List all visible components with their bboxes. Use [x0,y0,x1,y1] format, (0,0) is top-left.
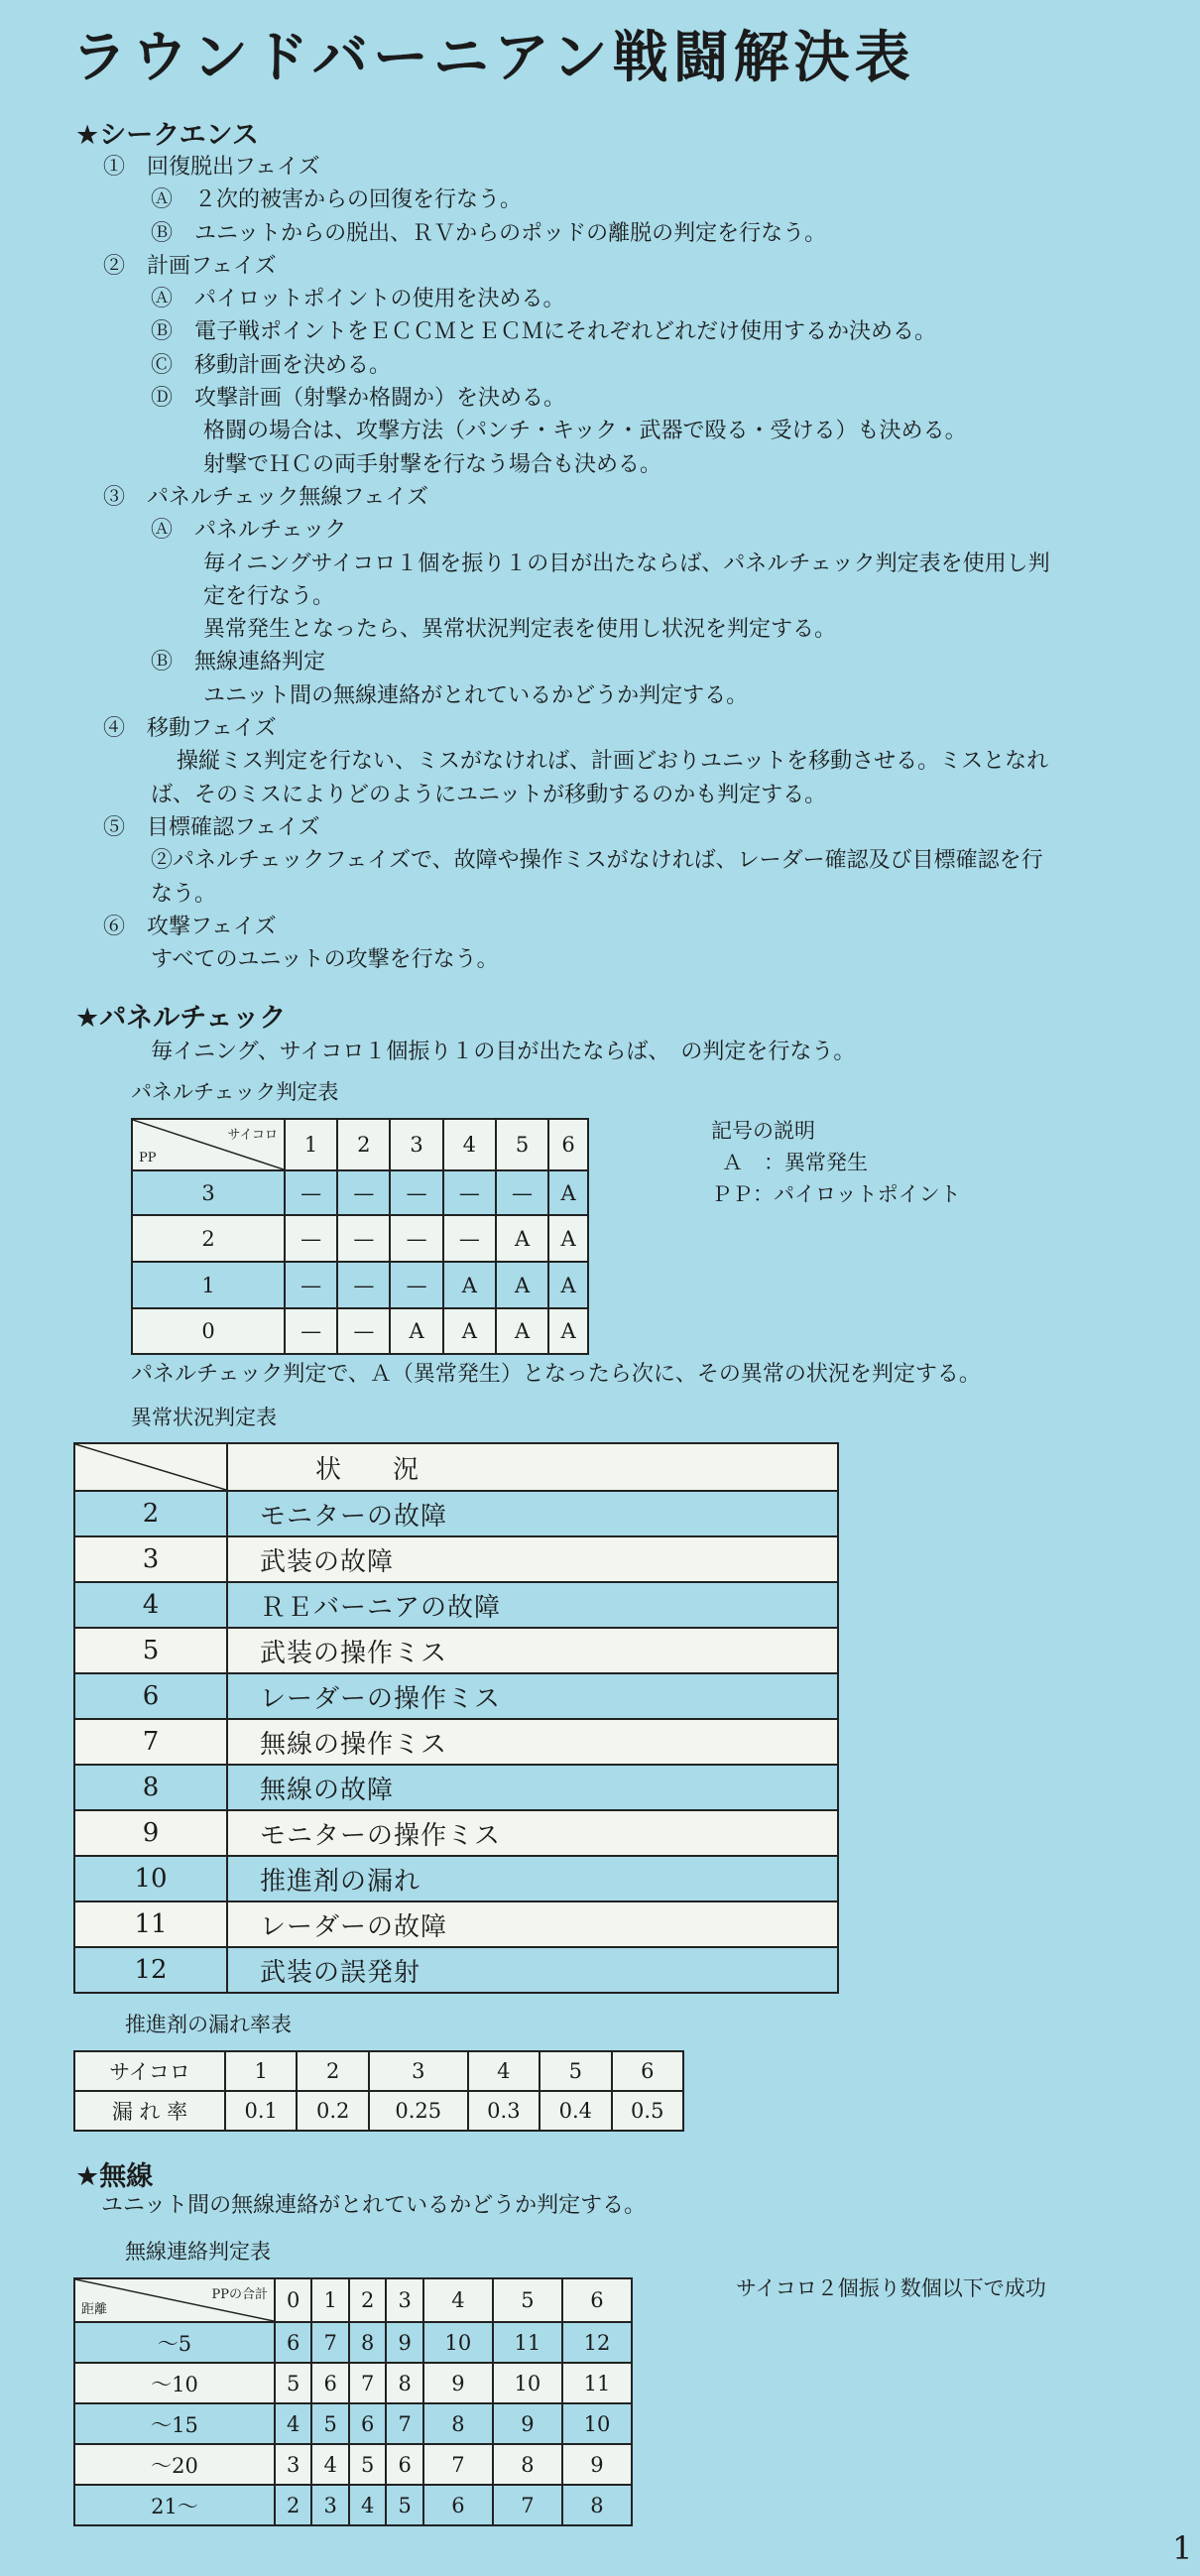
table-cell: A [548,1308,588,1354]
list-item: ⑥ 攻撃フェイズ [103,914,277,939]
row-header: ～15 [74,2403,275,2444]
section-heading-panel-check: ★パネルチェック [75,1003,287,1034]
table-cell: 2 [297,2051,368,2091]
table-cell: 12 [562,2322,632,2363]
table-cell: 武装の誤発射 [227,1947,838,1993]
column-header: 6 [548,1119,588,1170]
list-item: Ⓑ 電子戦ポイントをＥＣＣＭとＥＣＭにそれぞれどれだけ使用するか決める。 [151,319,937,345]
table-cell: 9 [386,2322,422,2363]
page-number: 1 [1172,2529,1193,2567]
table-cell: 推進剤の漏れ [227,1856,838,1901]
row-header: 21～ [74,2485,275,2525]
table-cell: 6 [349,2403,386,2444]
column-header: 2 [337,1119,390,1170]
table-corner [132,1119,285,1170]
table-cell: 6 [423,2485,493,2525]
column-header: 0 [275,2278,311,2322]
table-cell: 7 [311,2322,348,2363]
list-item: 操縦ミス判定を行ない、ミスがなければ、計画どおりユニットを移動させる。ミスとなれ [177,749,1049,775]
list-item: Ⓑ ユニットからの脱出、ＲＶからのポッドの離脱の判定を行なう。 [151,220,827,246]
leak-rate-table [73,2050,684,2132]
table-cell: 10 [493,2363,562,2403]
column-header: 4 [423,2278,493,2322]
table-row [74,2485,632,2525]
legend-item-pp: ＰＰ：パイロットポイント [711,1182,961,1206]
radio-table-title: 無線連絡判定表 [125,2240,271,2264]
list-item: Ⓒ 移動計画を決める。 [151,352,392,378]
radio-contact-table [73,2277,633,2526]
table-cell: 9 [423,2363,493,2403]
table-cell: 6 [612,2051,683,2091]
table-cell: A [548,1170,588,1215]
list-item: Ⓑ 無線連絡判定 [151,650,326,675]
table-cell: 8 [493,2444,562,2485]
table-cell: 10 [74,1856,227,1901]
table-row [74,1628,838,1673]
legend [711,1115,961,1210]
table-cell: 3 [369,2051,468,2091]
list-item: Ⓓ 攻撃計画（射撃か格闘か）を決める。 [151,386,566,412]
row-header: サイコロ [74,2051,225,2091]
radio-note: サイコロ２個振り数個以下で成功 [736,2276,1046,2300]
panel-table-title: パネルチェック判定表 [131,1080,339,1104]
table-cell: 9 [74,1810,227,1856]
page-title: ラウンドバーニアン戦闘解決表 [71,26,915,90]
row-header: ～10 [74,2363,275,2403]
table-cell: 5 [540,2051,611,2091]
list-item: ② 計画フェイズ [103,253,277,279]
table-row [74,1582,838,1628]
list-item: ②パネルチェックフェイズで、故障や操作ミスがなければ、レーダー確認及び目標確認を行 [151,848,1043,874]
table-cell: 7 [74,1719,227,1765]
table-cell: 10 [562,2403,632,2444]
table-cell: レーダーの故障 [227,1901,838,1947]
list-item: 格闘の場合は、攻撃方法（パンチ・キック・武器で殴る・受ける）も決める。 [203,419,967,444]
table-cell: A [390,1308,442,1354]
table-cell: 9 [493,2403,562,2444]
column-header: 4 [443,1119,496,1170]
column-header: 1 [311,2278,348,2322]
table-cell: 7 [386,2403,422,2444]
table-cell: 無線の操作ミス [227,1719,838,1765]
panel-after-text: パネルチェック判定で、Ａ（異常発生）となったら次に、その異常の状況を判定する。 [131,1362,981,1387]
table-cell: 3 [275,2444,311,2485]
table-cell: — [390,1262,442,1308]
legend-item-a: Ａ ：異常発生 [722,1151,868,1174]
row-header: 漏 れ 率 [74,2091,225,2131]
table-row [132,1215,588,1262]
corner-top-label: PPの合計 [211,2287,268,2302]
table-cell: 6 [275,2322,311,2363]
table-cell: — [337,1170,390,1215]
radio-intro: ユニット間の無線連絡がとれているかどうか判定する。 [101,2193,647,2218]
table-cell: 12 [74,1947,227,1993]
row-header: ～20 [74,2444,275,2485]
table-cell: 0.5 [612,2091,683,2131]
column-header: 5 [496,1119,548,1170]
table-cell: 0.2 [297,2091,368,2131]
table-cell: 6 [386,2444,422,2485]
table-row [132,1308,588,1354]
table-cell: 0.3 [468,2091,540,2131]
table-cell: 9 [562,2444,632,2485]
table-cell: 4 [349,2485,386,2525]
table-cell: 無線の故障 [227,1765,838,1810]
table-cell: — [285,1215,337,1262]
list-item: 毎イニングサイコロ１個を振り１の目が出たならば、パネルチェック判定表を使用し判 [203,551,1050,576]
table-row [74,2403,632,2444]
leak-table-title: 推進剤の漏れ率表 [125,2013,292,2036]
table-cell: A [496,1308,548,1354]
table-cell: 7 [349,2363,386,2403]
table-row [74,2091,683,2131]
row-header: ～5 [74,2322,275,2363]
table-cell: — [390,1215,442,1262]
table-cell: 8 [349,2322,386,2363]
table-cell: 7 [493,2485,562,2525]
table-corner [74,2278,275,2322]
table-cell: レーダーの操作ミス [227,1673,838,1719]
table-cell: 7 [423,2444,493,2485]
table-cell: 4 [275,2403,311,2444]
list-item: ④ 移動フェイズ [103,716,277,742]
list-item: Ⓐ パイロットポイントの使用を決める。 [151,287,565,312]
table-cell: — [285,1308,337,1354]
table-cell: 11 [562,2363,632,2403]
table-row [74,2322,632,2363]
table-cell: A [496,1262,548,1308]
list-item: 射撃でＨＣの両手射撃を行なう場合も決める。 [203,451,662,477]
table-corner [74,1443,227,1491]
table-cell: 8 [386,2363,422,2403]
table-cell: 10 [423,2322,493,2363]
table-row [74,2444,632,2485]
table-cell: — [337,1308,390,1354]
section-heading-radio: ★無線 [75,2161,154,2192]
corner-top-label: サイコロ [227,1128,278,1143]
list-item: ③ パネルチェック無線フェイズ [103,484,429,510]
list-item: すべてのユニットの攻撃を行なう。 [151,947,499,973]
sequence-list [0,151,1200,976]
legend-title: 記号の説明 [711,1119,815,1143]
column-header: 2 [349,2278,386,2322]
table-cell: 6 [74,1673,227,1719]
list-item: ⑤ 目標確認フェイズ [103,814,320,840]
table-cell: — [390,1170,442,1215]
table-cell: 4 [311,2444,348,2485]
table-cell: 6 [311,2363,348,2403]
table-cell: 3 [74,1536,227,1582]
table-row [74,2363,632,2403]
table-cell: — [496,1170,548,1215]
table-row [74,1810,838,1856]
list-item: Ⓐ ２次的被害からの回復を行なう。 [151,187,523,213]
column-header: 3 [386,2278,422,2322]
table-row [74,1901,838,1947]
table-cell: 0.25 [369,2091,468,2131]
row-header: 1 [132,1262,285,1308]
table-cell: — [337,1262,390,1308]
list-item: 異常発生となったら、異常状況判定表を使用し状況を判定する。 [203,617,837,643]
table-row [132,1170,588,1215]
list-item: なう。 [151,881,217,907]
table-row [132,1262,588,1308]
row-header: 0 [132,1308,285,1354]
anomaly-table-title: 異常状況判定表 [131,1406,277,1429]
table-cell: — [337,1215,390,1262]
table-cell: A [548,1262,588,1308]
column-header: 1 [285,1119,337,1170]
table-row [74,1536,838,1582]
table-cell: A [496,1215,548,1262]
table-cell: 武装の操作ミス [227,1628,838,1673]
table-cell: A [443,1308,496,1354]
table-cell: ＲＥバーニアの故障 [227,1582,838,1628]
panel-intro: 毎イニング、サイコロ１個振り１の目が出たならば、 の判定を行なう。 [151,1040,856,1064]
table-cell: 1 [225,2051,297,2091]
column-header: 3 [390,1119,442,1170]
table-cell: — [443,1170,496,1215]
table-cell: — [443,1215,496,1262]
table-cell: 4 [74,1582,227,1628]
table-cell: 8 [423,2403,493,2444]
table-cell: 5 [386,2485,422,2525]
table-cell: モニターの故障 [227,1491,838,1536]
table-row [74,1491,838,1536]
table-cell: 8 [74,1765,227,1810]
table-cell: 5 [311,2403,348,2444]
table-cell: — [285,1262,337,1308]
list-item: ば、そのミスによりどのようにユニットが移動するのかも判定する。 [151,782,827,807]
corner-bottom-label: 距離 [81,2302,108,2317]
list-item: 定を行なう。 [203,583,335,609]
table-cell: A [443,1262,496,1308]
table-cell: A [548,1215,588,1262]
table-cell: 0.4 [540,2091,611,2131]
table-cell: 3 [311,2485,348,2525]
corner-bottom-label: PP [139,1151,157,1165]
table-row [74,1947,838,1993]
table-cell: 11 [493,2322,562,2363]
list-item: ユニット間の無線連絡がとれているかどうか判定する。 [203,682,749,708]
table-row [74,1719,838,1765]
table-cell: 5 [74,1628,227,1673]
column-header: 状 況 [227,1443,838,1491]
table-cell: 5 [275,2363,311,2403]
table-cell: 8 [562,2485,632,2525]
table-cell: 武装の故障 [227,1536,838,1582]
list-item: Ⓐ パネルチェック [151,518,347,544]
table-row [74,1856,838,1901]
table-cell: 11 [74,1901,227,1947]
column-header: 6 [562,2278,632,2322]
list-item: ① 回復脱出フェイズ [103,155,320,180]
table-row [74,1765,838,1810]
anomaly-table [73,1442,839,1994]
panel-check-table [131,1118,589,1355]
table-cell: 5 [349,2444,386,2485]
table-row [74,1673,838,1719]
table-cell: 4 [468,2051,540,2091]
table-cell: モニターの操作ミス [227,1810,838,1856]
row-header: 2 [132,1215,285,1262]
table-cell: 2 [74,1491,227,1536]
column-header: 5 [493,2278,562,2322]
table-cell: 2 [275,2485,311,2525]
row-header: 3 [132,1170,285,1215]
table-row [74,2051,683,2091]
table-cell: 0.1 [225,2091,297,2131]
table-cell: — [285,1170,337,1215]
section-heading-sequence: ★シークエンス [75,120,259,151]
